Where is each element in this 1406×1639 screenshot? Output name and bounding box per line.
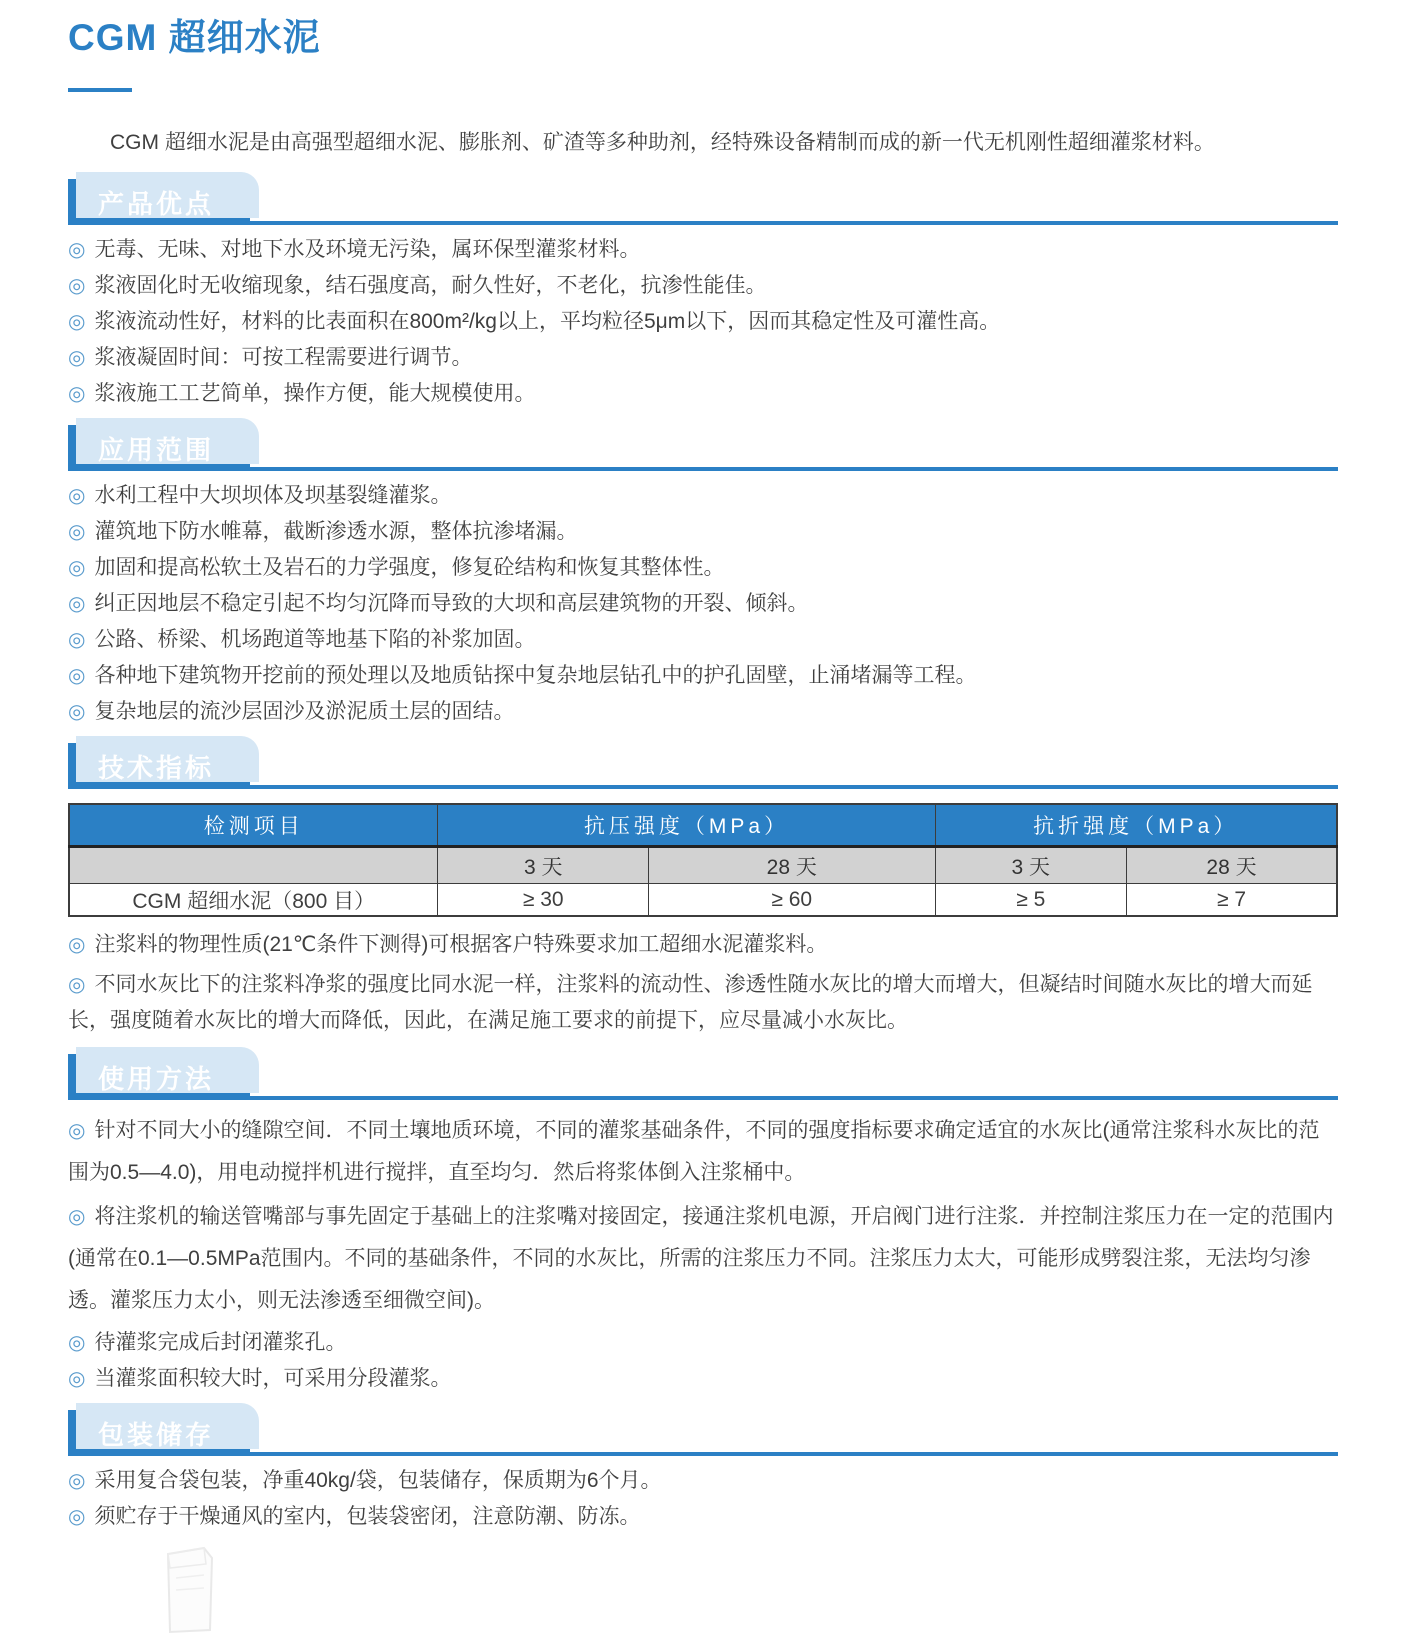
list-item xyxy=(68,481,1338,511)
bullet-icon: ◎ xyxy=(68,701,86,723)
list-item xyxy=(68,343,1338,373)
page-title: CGM 超细水泥 xyxy=(68,17,321,58)
table-subheader-day: 28 天 xyxy=(1126,847,1337,884)
bullet-icon: ◎ xyxy=(68,275,86,297)
bullet-icon: ◎ xyxy=(68,311,86,333)
section-title: 应用范围 xyxy=(98,434,215,465)
table-header-flexural: 抗折强度（MPa） xyxy=(935,804,1337,847)
bullet-text: 加固和提高松软土及岩石的力学强度，修复砼结构和恢复其整体性。 xyxy=(94,556,725,579)
table-cell-value: ≥ 7 xyxy=(1126,884,1337,917)
section-usage xyxy=(68,1054,1338,1394)
list-item xyxy=(68,697,1338,727)
table-cell-value: ≥ 60 xyxy=(648,884,935,917)
bullet-text: 采用复合袋包装，净重40kg/袋，包装储存，保质期为6个月。 xyxy=(94,1469,662,1492)
section-title: 技术指标 xyxy=(98,752,215,783)
section-tab xyxy=(68,743,250,789)
list-item xyxy=(68,625,1338,655)
bullet-icon: ◎ xyxy=(68,1120,86,1142)
section-underline xyxy=(68,785,1338,789)
table-subheader-day: 3 天 xyxy=(438,847,648,884)
bullet-icon: ◎ xyxy=(68,1368,86,1390)
bullet-icon: ◎ xyxy=(68,1206,86,1228)
list-item xyxy=(68,235,1338,265)
list-item xyxy=(68,967,1338,1038)
intro-paragraph: CGM 超细水泥是由高强型超细水泥、膨胀剂、矿渣等多种助剂，经特殊设备精制而成的新一代无机刚性超细灌浆材料。 xyxy=(110,131,1215,154)
bullet-text: 浆液固化时无收缩现象，结石强度高，耐久性好，不老化，抗渗性能佳。 xyxy=(94,274,767,297)
bullet-text: 灌筑地下防水帷幕，截断渗透水源，整体抗渗堵漏。 xyxy=(94,520,578,543)
bullet-icon: ◎ xyxy=(68,1332,86,1354)
list-item xyxy=(68,1502,1338,1532)
section-underline xyxy=(68,221,1338,225)
list-item xyxy=(68,307,1338,337)
list-item xyxy=(68,1364,1338,1394)
list-item xyxy=(68,661,1338,691)
section-header xyxy=(68,1410,1338,1456)
table-subheader-day: 28 天 xyxy=(648,847,935,884)
bullet-text: 待灌浆完成后封闭灌浆孔。 xyxy=(94,1331,347,1354)
bullet-list xyxy=(68,1466,1338,1532)
spec-notes xyxy=(68,927,1338,1038)
bullet-text: 浆液施工工艺简单，操作方便，能大规模使用。 xyxy=(94,382,536,405)
cement-bag-image xyxy=(154,1544,226,1634)
bullet-text: 注浆料的物理性质(21℃条件下测得)可根据客户特殊要求加工超细水泥灌浆料。 xyxy=(94,933,828,956)
table-header-row xyxy=(69,804,1337,847)
bullet-text: 纠正因地层不稳定引起不均匀沉降而导致的大坝和高层建筑物的开裂、倾斜。 xyxy=(94,592,809,615)
bullet-text: 将注浆机的输送管嘴部与事先固定于基础上的注浆嘴对接固定，接通注浆机电源，开启阀门进行注浆．并控制注浆压力在一定的范围内(通常在0.1—0.5MPa范围内。不同的基础条件，不同的水灰比，所需的注浆压力不同。注浆压力太大，可能形成劈裂注浆，无法均匀渗透。灌浆压力太小，则无法渗透至细微空间)。 xyxy=(68,1205,1334,1312)
bullet-text: 各种地下建筑物开挖前的预处理以及地质钻探中复杂地层钻孔中的护孔固壁，止涌堵漏等工程。 xyxy=(94,664,977,687)
list-item xyxy=(68,271,1338,301)
table-cell-value: ≥ 5 xyxy=(935,884,1126,917)
section-underline xyxy=(68,1452,1338,1456)
bullet-icon: ◎ xyxy=(68,1470,86,1492)
bullet-text: 须贮存于干燥通风的室内，包装袋密闭，注意防潮、防冻。 xyxy=(94,1505,641,1528)
list-item xyxy=(68,1110,1338,1194)
bullet-icon: ◎ xyxy=(68,665,86,687)
bullet-text: 公路、桥梁、机场跑道等地基下陷的补浆加固。 xyxy=(94,628,536,651)
section-tab xyxy=(68,1054,250,1100)
bullet-text: 当灌浆面积较大时，可采用分段灌浆。 xyxy=(94,1367,452,1390)
table-header-project: 检测项目 xyxy=(69,804,438,847)
table-row xyxy=(69,884,1337,917)
section-header xyxy=(68,743,1338,789)
bullet-icon: ◎ xyxy=(68,934,86,956)
specs-table xyxy=(68,803,1338,917)
bullet-list xyxy=(68,235,1338,409)
bullet-list xyxy=(68,1110,1338,1394)
bullet-text: 浆液凝固时间：可按工程需要进行调节。 xyxy=(94,346,473,369)
section-underline xyxy=(68,467,1338,471)
table-subheader-day: 3 天 xyxy=(935,847,1126,884)
bullet-icon: ◎ xyxy=(68,239,86,261)
bullet-text: 浆液流动性好，材料的比表面积在800m²/kg以上，平均粒径5μm以下，因而其稳定性及可灌性高。 xyxy=(94,310,1001,333)
bullet-text: 复杂地层的流沙层固沙及淤泥质土层的固结。 xyxy=(94,700,515,723)
section-storage xyxy=(68,1410,1338,1532)
list-item xyxy=(68,1196,1338,1322)
section-title: 产品优点 xyxy=(98,188,215,219)
table-subheader-empty xyxy=(69,847,438,884)
table-cell-product: CGM 超细水泥（800 目） xyxy=(69,884,438,917)
list-item xyxy=(68,927,1338,963)
section-title: 使用方法 xyxy=(98,1063,215,1094)
bullet-icon: ◎ xyxy=(68,485,86,507)
section-tab xyxy=(68,179,250,225)
bullet-icon: ◎ xyxy=(68,557,86,579)
list-item xyxy=(68,379,1338,409)
section-header xyxy=(68,1054,1338,1100)
list-item xyxy=(68,589,1338,619)
table-cell-value: ≥ 30 xyxy=(438,884,648,917)
bullet-icon: ◎ xyxy=(68,521,86,543)
section-advantages xyxy=(68,179,1338,409)
section-scope xyxy=(68,425,1338,727)
bullet-icon: ◎ xyxy=(68,593,86,615)
section-specs xyxy=(68,743,1338,1038)
bullet-icon: ◎ xyxy=(68,347,86,369)
table-header-compressive: 抗压强度（MPa） xyxy=(438,804,935,847)
section-underline xyxy=(68,1096,1338,1100)
list-item xyxy=(68,553,1338,583)
bullet-list xyxy=(68,481,1338,727)
bullet-icon: ◎ xyxy=(68,629,86,651)
table-subheader-row xyxy=(69,847,1337,884)
bullet-icon: ◎ xyxy=(68,974,86,996)
list-item xyxy=(68,1466,1338,1496)
bullet-text: 不同水灰比下的注浆料净浆的强度比同水泥一样，注浆料的流动性、渗透性随水灰比的增大而增大，但凝结时间随水灰比的增大而延长，强度随着水灰比的增大而降低，因此，在满足施工要求的前提下，应尽量减小水灰比。 xyxy=(68,973,1313,1032)
section-title: 包装储存 xyxy=(98,1419,215,1450)
section-tab xyxy=(68,425,250,471)
bullet-text: 针对不同大小的缝隙空间．不同土壤地质环境，不同的灌浆基础条件，不同的强度指标要求确定适宜的水灰比(通常注浆科水灰比的范围为0.5—4.0)，用电动搅拌机进行搅拌，直至均匀．然后将浆体倒入注浆桶中。 xyxy=(68,1119,1320,1184)
section-tab xyxy=(68,1410,250,1456)
section-header xyxy=(68,425,1338,471)
section-header xyxy=(68,179,1338,225)
bullet-icon: ◎ xyxy=(68,1506,86,1528)
list-item xyxy=(68,1328,1338,1358)
list-item xyxy=(68,517,1338,547)
bullet-icon: ◎ xyxy=(68,383,86,405)
bullet-text: 无毒、无味、对地下水及环境无污染，属环保型灌浆材料。 xyxy=(94,238,641,261)
bullet-text: 水利工程中大坝坝体及坝基裂缝灌浆。 xyxy=(94,484,452,507)
title-underline xyxy=(68,88,132,92)
